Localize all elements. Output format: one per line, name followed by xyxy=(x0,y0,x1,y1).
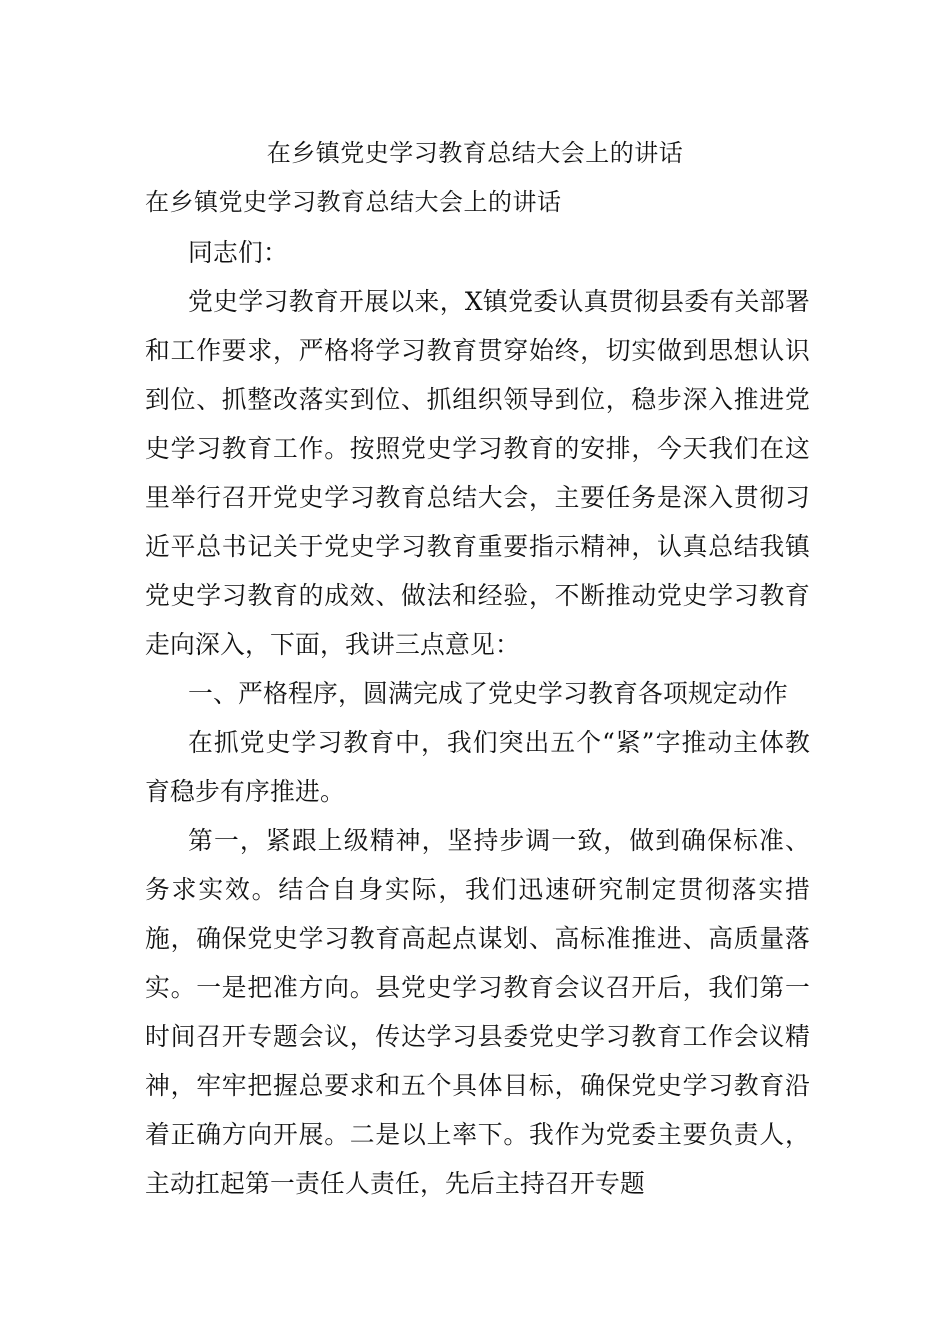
document-title: 在乡镇党史学习教育总结大会上的讲话 xyxy=(266,139,684,167)
salutation: 同志们： xyxy=(188,238,288,267)
section-heading-1: 一、严格程序，圆满完成了党史学习教育各项规定动作 xyxy=(188,679,788,708)
paragraph-first-point: 第一，紧跟上级精神，坚持步调一致，做到确保标准、务求实效。结合自身实际，我们迅速研究制定贯彻落实措施，确保党史学习教育高起点谋划、高标准推进、高质量落实。一是把准方向。县党史学习教育会议召开后，我们第一时间召开专题会议，传达学习县委党史学习教育工作会议精神，牢牢把握总要求和五个具体目标，确保党史学习教育沿着正确方向开展。二是以上率下。我作为党委主要负责人，主动扛起第一责任人责任，先后主持召开专题 xyxy=(145,826,810,1198)
document-body xyxy=(145,228,810,1208)
paragraph-intro: 党史学习教育开展以来，X镇党委认真贯彻县委有关部署和工作要求，严格将学习教育贯穿始终，切实做到思想认识到位、抓整改落实到位、抓组织领导到位，稳步深入推进党史学习教育工作。按照党史学习教育的安排，今天我们在这里举行召开党史学习教育总结大会，主要任务是深入贯彻习近平总书记关于党史学习教育重要指示精神，认真总结我镇党史学习教育的成效、做法和经验，不断推动党史学习教育走向深入，下面，我讲三点意见： xyxy=(145,287,810,659)
document-subtitle: 在乡镇党史学习教育总结大会上的讲话 xyxy=(145,188,562,216)
paragraph-section-1-intro: 在抓党史学习教育中，我们突出五个“紧”字推动主体教育稳步有序推进。 xyxy=(145,728,810,806)
